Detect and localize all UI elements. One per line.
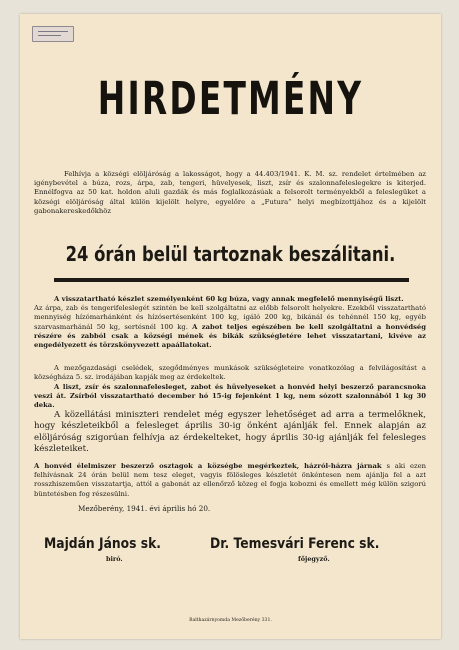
oats-notice: A zabot teljes egészében be kell szolgáltatni a honvédség részére és zabból csak a községi mének és bikák szükségletére lehet visszatartani, kivéve az engedélyezett és törzskönyvezett apaállatokat. xyxy=(34,322,426,350)
quota-lead: A visszatartható készlet személyenként 60 kg búza, vagy annak megfelelő mennyiségű liszt. xyxy=(54,295,404,303)
signature-notary: Dr. Temesvári Ferenc sk. xyxy=(210,536,380,552)
printer-imprint: Balthazárnyomda Mezőberény 331. xyxy=(189,618,272,623)
poster-title: HIRDETMÉNY xyxy=(97,72,364,125)
warning-paragraph xyxy=(34,462,426,499)
signature-mayor: Majdán János sk. xyxy=(44,536,161,552)
ministerial-decree-paragraph: A közellátási miniszteri rendelet még egyszer lehetőséget ad arra a termelőknek, hogy készleteikből a felesleget április 30-ig önként ajánlják fel. Ennek alapján az elöljáróság szigorúan felhívja az érdekelteket, hogy április 30-ig ajánlják fel felesleges készleteiket. xyxy=(34,410,426,455)
quota-paragraph xyxy=(34,295,426,350)
fat-surplus-paragraph: A liszt, zsír és szalonnafelesleget, zabot és hüvelyeseket a honvéd helyi beszerző parancsnoka veszi át. Zsírból visszatartható december hó 15-ig fejenként 1 kg, nem sózott szalonnából 1 kg 30 deka. xyxy=(34,383,426,410)
intro-paragraph: Felhívja a községi elöljáróság a lakosságot, hogy a 44.403/1941. K. M. sz. rendelet értelmében az igénybevétel a búza, rozs, árpa, zab, tengeri, hüvelyesek, liszt, zsír és szalonnafeleslegekre is kiterjed. Ennélfogva az 50 kat. holdon aluli gazdák és más foglalkozásúak a felsorolt terményekből a feleslegüket a községi elöljáróság által külön kijelölt helyre, egyelőre a „Futura” helyi megbízottjához és a kijelölt gabonakereskedőkhöz xyxy=(34,170,426,215)
warning-body: s aki ezen felhívásnak 24 órán belül nem tesz eleget, vagyis fölösleges készletét önkéntesen nem ajánlja fel a azt rosszhiszeműen visszatartja, attól a gabonát az ellenőrző közeg el fogja kobozni és emellett még külön szigorú büntetésben fog részesülni. xyxy=(34,462,426,498)
deadline-headline: 24 órán belül tartoznak beszálitani. xyxy=(65,242,396,266)
workers-paragraph: A mezőgazdasági cselédek, szegődményes munkások szükségleteire vonatkozólag a felvilágosítást a községháza 5. sz. irodájában kapják meg az érdekeltek. xyxy=(34,364,426,382)
poster-sheet xyxy=(20,14,441,639)
warning-lead: A honvéd élelmiszer beszerző osztagok a községbe megérkeztek, házról-házra járnak xyxy=(34,462,382,470)
signature-notary-role: főjegyző. xyxy=(298,555,330,563)
quota-body: Az árpa, zab és tengerifeleslegét szintén be kell szolgáltatni az előbb felsorolt helyekre. Ezekből visszatartható mennyiség hízómarhánként és hízósertésenként 100 kg, igáló 200 kg, bikánál és tehénnél 150 kg, egyéb szarvasmarhánál 50 kg, sertésnél 100 kg. xyxy=(34,304,426,331)
archive-stamp xyxy=(32,26,74,42)
separator-rule xyxy=(54,278,409,282)
dateline: Mezőberény, 1941. évi április hó 20. xyxy=(78,504,211,513)
signature-mayor-role: biró. xyxy=(106,555,123,563)
